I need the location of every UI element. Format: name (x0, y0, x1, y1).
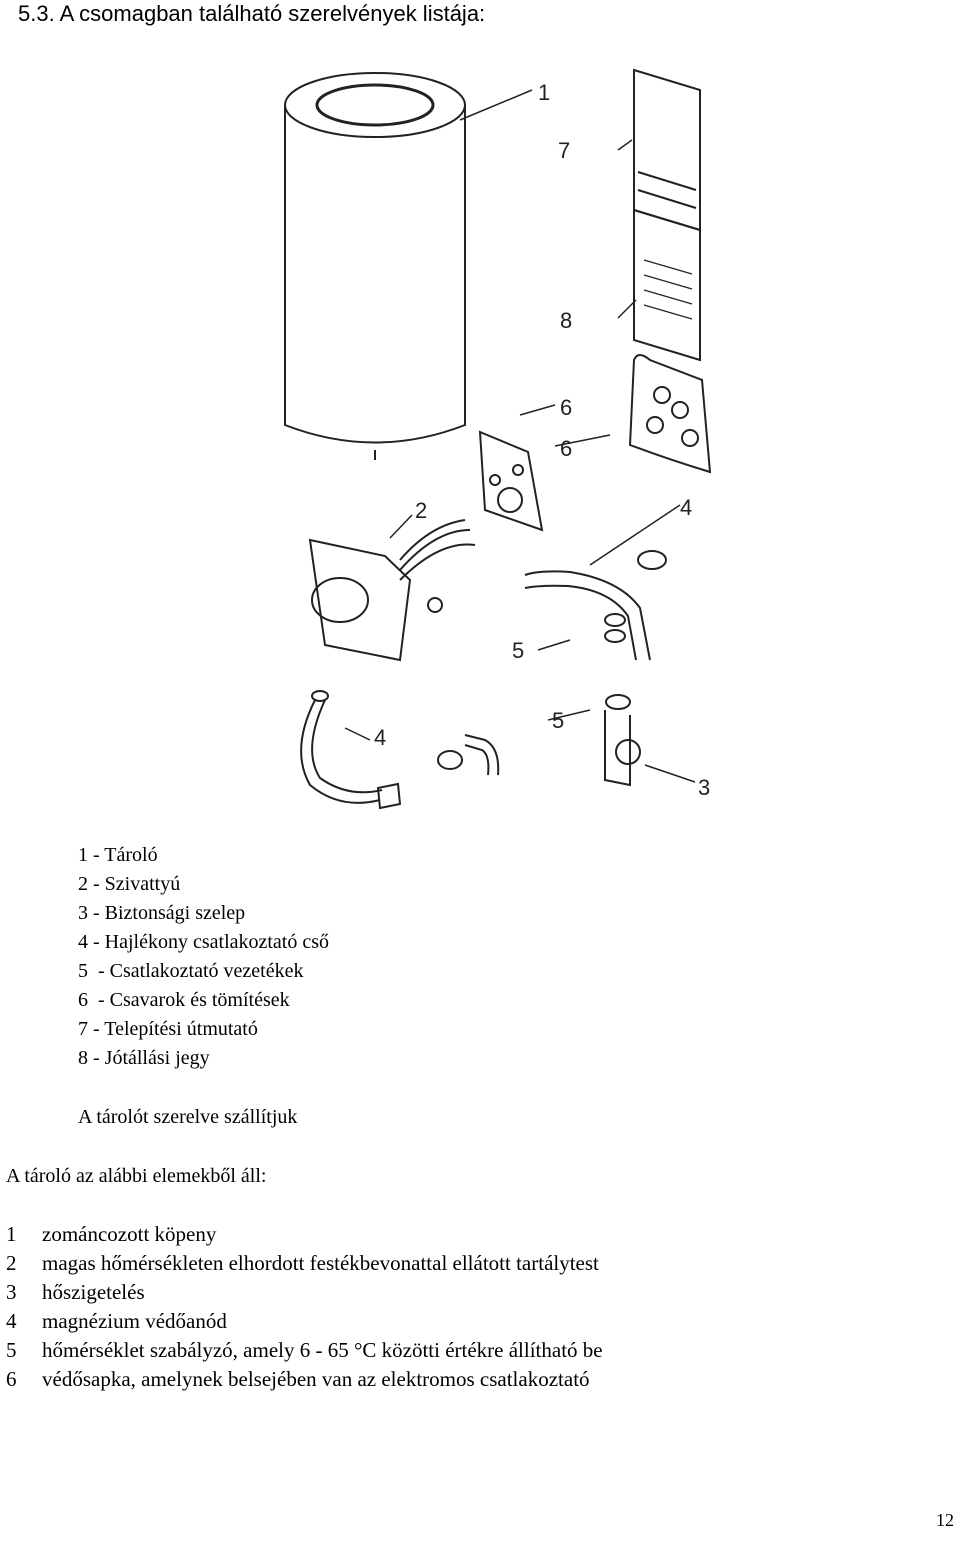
assembly-note: A tárolót szerelve szállítjuk (78, 1106, 298, 1128)
parts-list-item: 5 - Csatlakoztató vezetékek (78, 960, 304, 982)
parts-list-item: 7 - Telepítési útmutató (78, 1018, 258, 1040)
safety-valve-illustration (605, 695, 640, 785)
callout-6-upper: 6 (560, 395, 573, 420)
seals-bag-illustration (480, 432, 542, 530)
item-number: 4 (6, 1309, 17, 1333)
parts-diagram (270, 60, 730, 830)
list-item (6, 1249, 603, 1278)
callout-5-upper: 5 (512, 638, 525, 663)
parts-list-item: 4 - Hajlékony csatlakoztató cső (78, 931, 330, 953)
pump-illustration (310, 520, 475, 660)
tank-illustration (285, 73, 465, 460)
callout-6-lower: 6 (560, 436, 573, 461)
callout-8: 8 (560, 308, 573, 333)
item-text: magas hőmérsékleten elhordott festékbevonattal ellátott tartálytest (42, 1251, 599, 1275)
item-number: 1 (6, 1222, 17, 1246)
item-text: védősapka, amelynek belsejében van az elektromos csatlakoztató (42, 1367, 590, 1391)
callout-1: 1 (538, 80, 551, 105)
callout-4-lower: 4 (374, 725, 387, 750)
parts-list-item: 2 - Szivattyú (78, 873, 181, 895)
list-item (6, 1278, 603, 1307)
callout-2: 2 (415, 498, 428, 523)
warranty-card-illustration (634, 210, 700, 360)
list-item (6, 1307, 603, 1336)
screws-bag-illustration (630, 355, 710, 472)
small-pipe-illustration (438, 735, 498, 775)
item-number: 6 (6, 1367, 17, 1391)
section-heading: 5.3. A csomagban található szerelvények listája: (18, 1, 486, 26)
callout-7: 7 (558, 138, 571, 163)
item-text: zománcozott köpeny (42, 1222, 217, 1246)
item-number: 5 (6, 1338, 17, 1362)
item-number: 2 (6, 1251, 17, 1275)
elements-intro: A tároló az alábbi elemekből áll: (6, 1165, 267, 1187)
parts-list-item: 1 - Tároló (78, 844, 158, 866)
list-item (6, 1220, 603, 1249)
elements-list (6, 1220, 603, 1394)
parts-list-item: 3 - Biztonsági szelep (78, 902, 246, 924)
item-text: magnézium védőanód (42, 1309, 227, 1333)
callout-3: 3 (698, 775, 711, 800)
list-item (6, 1365, 603, 1394)
page-number: 12 (936, 1510, 954, 1530)
upper-pipe-illustration (525, 551, 666, 660)
item-text: hőmérséklet szabályzó, amely 6 - 65 °C közötti értékre állítható be (42, 1338, 603, 1362)
item-number: 3 (6, 1280, 17, 1304)
callout-5-lower: 5 (552, 708, 565, 733)
manual-illustration (634, 70, 700, 230)
parts-list-item: 6 - Csavarok és tömítések (78, 989, 290, 1011)
list-item (6, 1336, 603, 1365)
callout-4-upper: 4 (680, 495, 693, 520)
parts-list (78, 841, 329, 1073)
item-text: hőszigetelés (42, 1280, 145, 1304)
parts-list-item: 8 - Jótállási jegy (78, 1047, 210, 1069)
